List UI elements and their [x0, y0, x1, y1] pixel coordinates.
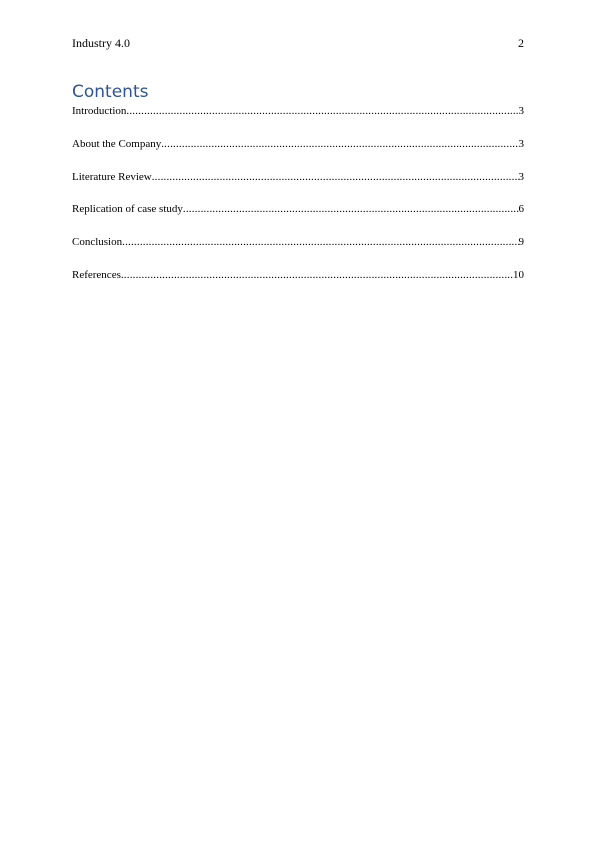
dot-leader [161, 137, 518, 151]
dot-leader [122, 235, 518, 249]
toc-entry-references[interactable] [72, 268, 524, 282]
toc-entry-label: Introduction [72, 105, 127, 117]
toc-entry-page: 3 [518, 170, 524, 183]
dot-leader [121, 268, 513, 282]
toc-entry-page: 3 [518, 105, 524, 117]
toc-entry-introduction[interactable] [72, 104, 524, 118]
toc-entry-label: References [72, 268, 121, 281]
dot-leader [183, 202, 519, 216]
toc-entry-label: About the Company [72, 137, 162, 150]
toc-entry-label: Conclusion [72, 236, 123, 249]
table-of-contents [72, 104, 524, 301]
dot-leader [152, 170, 519, 184]
toc-entry-page: 3 [518, 137, 524, 150]
toc-entry-page: 6 [518, 203, 524, 216]
toc-entry-about-the-company[interactable] [72, 137, 524, 151]
toc-entry-page: 10 [513, 268, 524, 281]
toc-entry-literature-review[interactable] [72, 170, 524, 184]
toc-entry-label: Literature Review [72, 170, 152, 183]
toc-entry-label: Replication of case study [72, 203, 183, 216]
toc-entry-conclusion[interactable] [72, 235, 524, 249]
toc-entry-replication-of-case-study[interactable] [72, 202, 524, 216]
dot-leader [126, 104, 518, 118]
toc-heading: Contents [72, 82, 149, 102]
header-page-number: 2 [518, 36, 524, 50]
header-title: Industry 4.0 [72, 36, 130, 50]
toc-entry-page: 9 [518, 236, 524, 249]
page-header [72, 35, 524, 51]
